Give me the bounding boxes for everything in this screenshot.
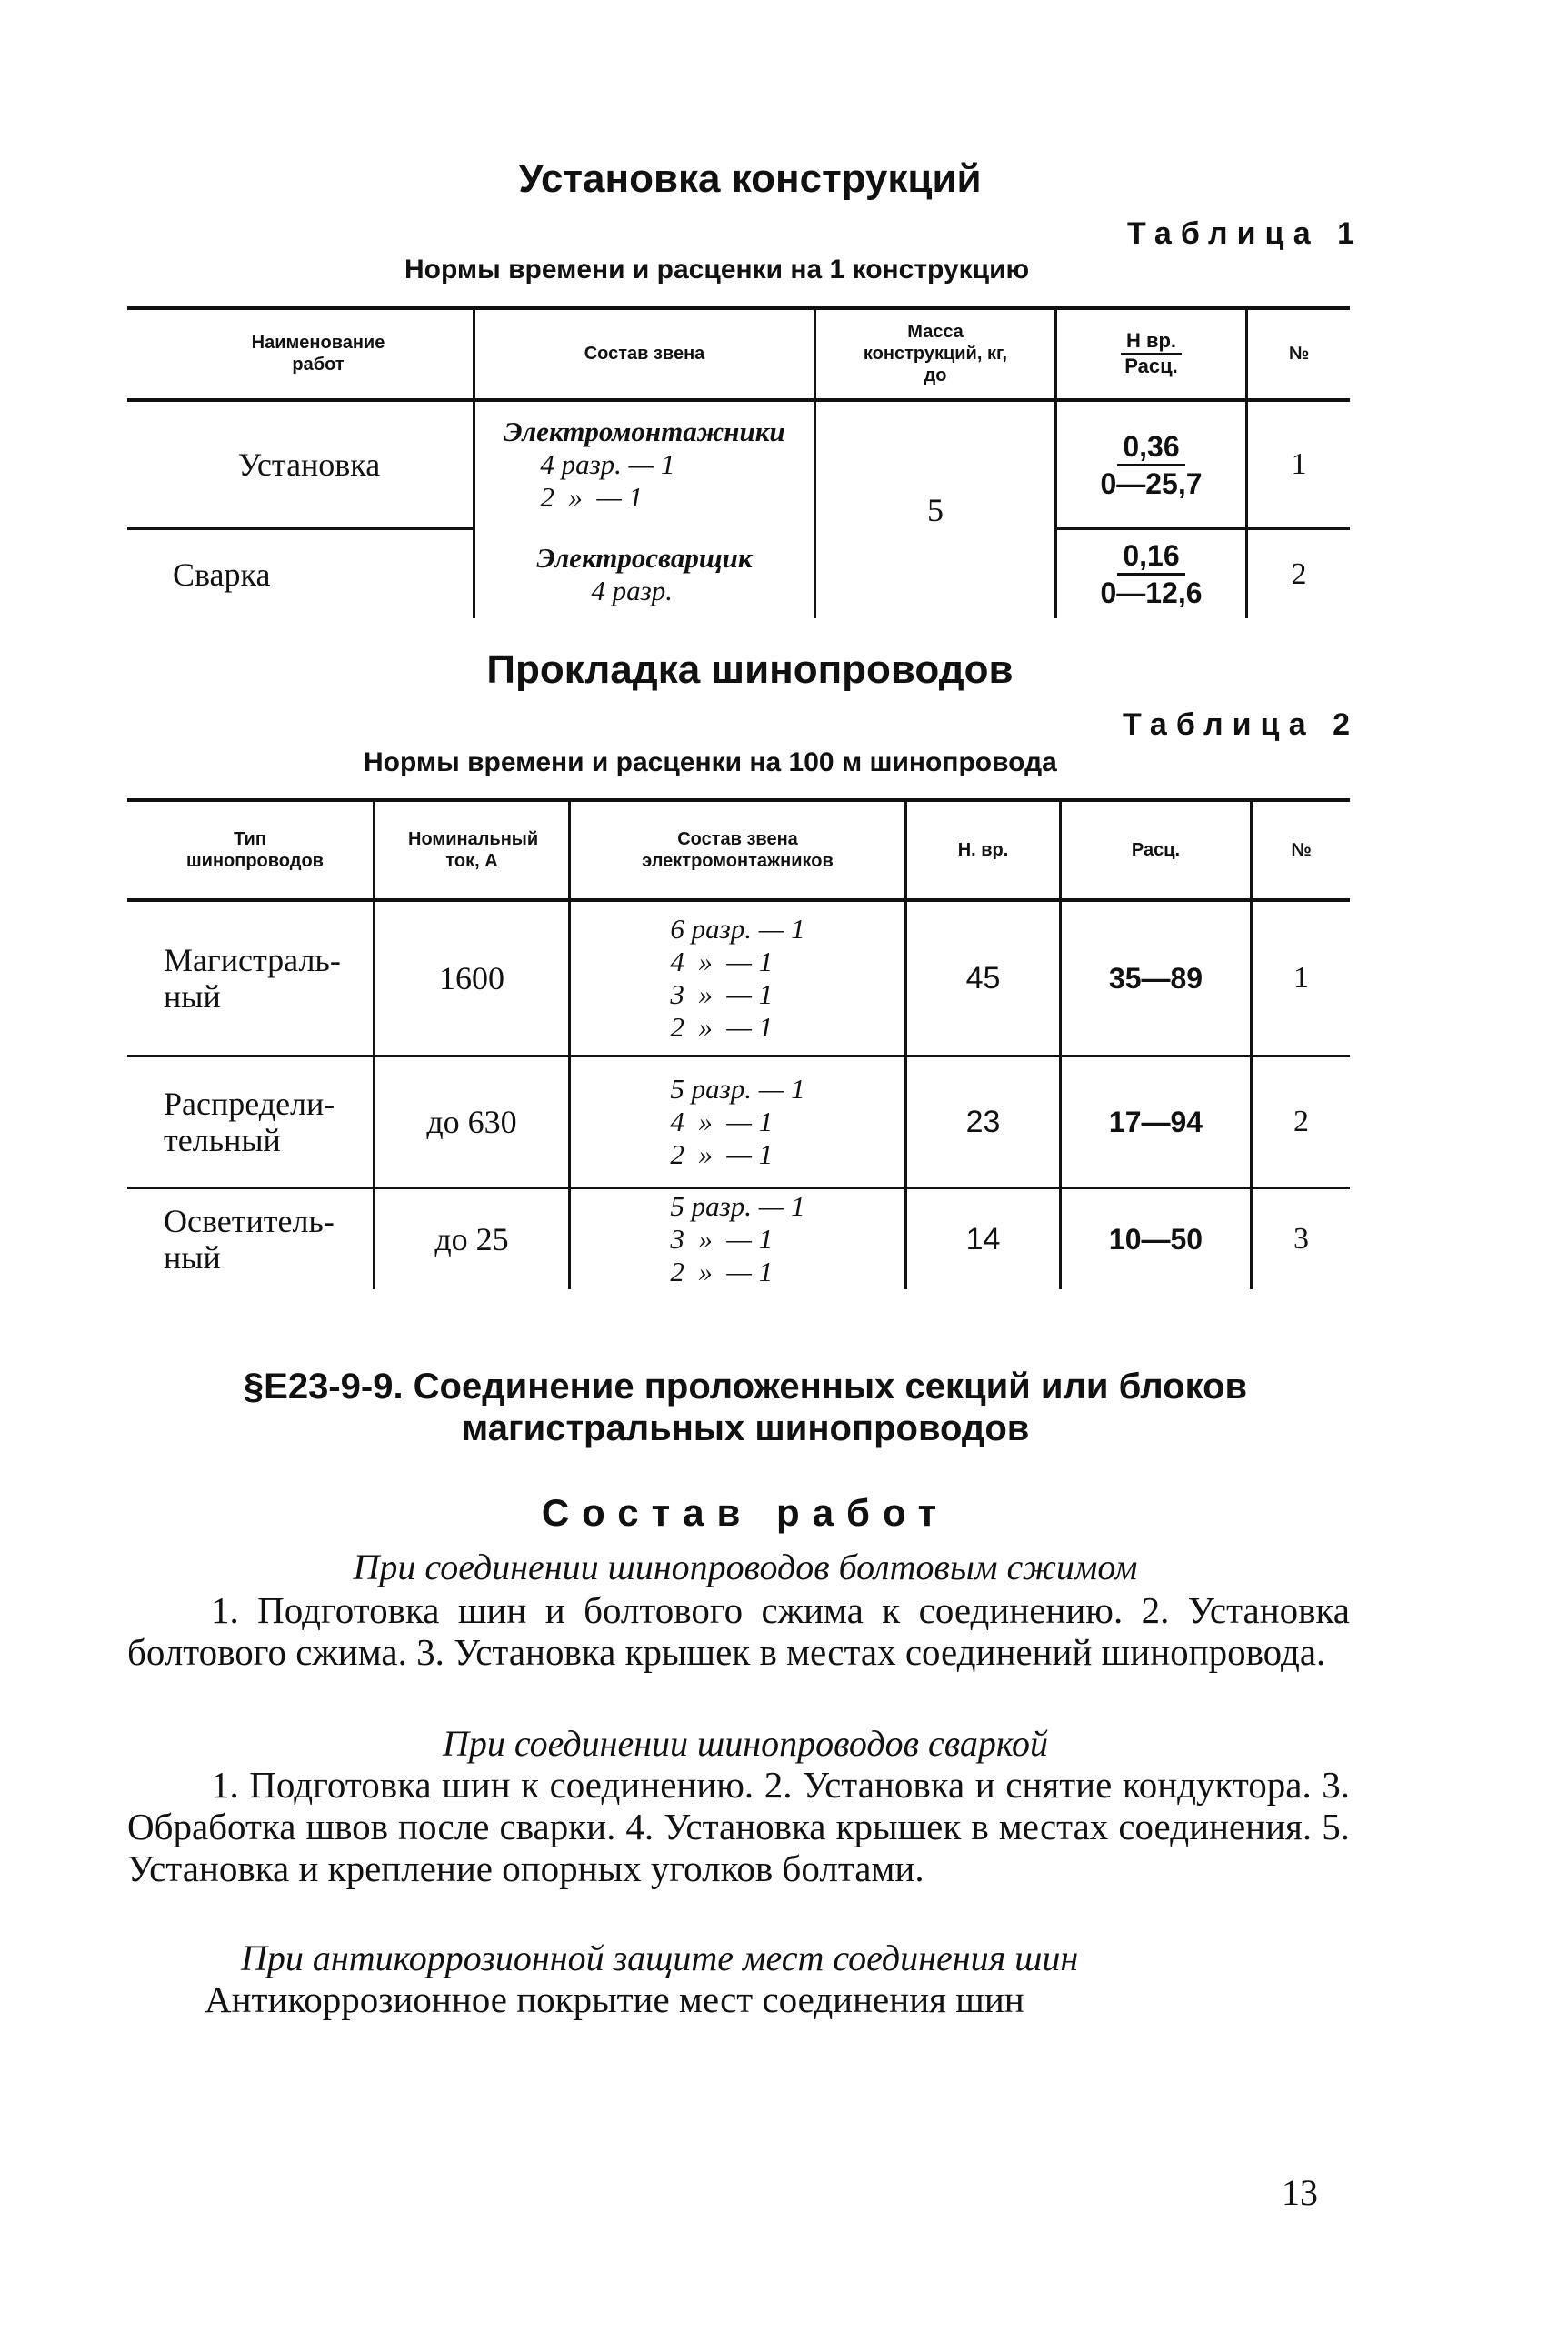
table1-row1-norm: $\frac{0,36}{0—25,7}$ — [1100, 429, 1203, 500]
table2-header-type: Тип шинопроводов — [186, 829, 324, 871]
table2-row3-current: до 25 — [434, 1221, 509, 1257]
sub-bolted: При соединении шинопроводов болтовым сжимом — [353, 1547, 1138, 1587]
table1-row2-work: Сварка — [173, 556, 271, 593]
section3-heading-line2: магистральных шинопроводов — [461, 1408, 1030, 1448]
table1-mass-value: 5 — [927, 492, 944, 528]
table2-row2-crew: 5 разр. — 1 4 » — 1 2 » — 1 — [670, 1073, 805, 1170]
table1-row1-crew: Электромонтажники 4 разр. — 1 2 » — 1 — [504, 416, 785, 513]
table2-header-rate: Расц. — [1131, 840, 1181, 860]
table2-label: Таблица 2 — [1123, 707, 1360, 742]
works-title: Состав работ — [541, 1491, 950, 1534]
table1-row2-norm: $\frac{0,16}{0—12,6}$ — [1100, 539, 1203, 609]
table2-row1-rate: 35—89 — [1108, 961, 1203, 995]
table1-row1-no: 1 — [1291, 447, 1307, 481]
sub-anticorrosion: При антикоррозионной защите мест соединения шин — [241, 1937, 1079, 1978]
table2-row1-type: Магистраль-ный — [164, 942, 341, 1015]
table2-row2-current: до 630 — [426, 1104, 517, 1140]
table2-row3-rate: 10—50 — [1108, 1222, 1203, 1256]
table1-row2-crew: Электросварщик 4 разр. — [536, 541, 753, 606]
table1-header-no: № — [1288, 344, 1310, 364]
sub-welding: При соединении шинопроводов сваркой — [442, 1723, 1049, 1764]
table2-row2-no: 2 — [1293, 1105, 1309, 1138]
table2-row1-current: 1600 — [439, 960, 504, 996]
section1-title: Установка конструкций — [518, 156, 982, 201]
table2-row3-crew: 5 разр. — 1 3 » — 1 2 » — 1 — [670, 1190, 805, 1287]
table2-header-norm: Н. вр. — [957, 840, 1009, 860]
table2-row2-norm: 23 — [965, 1104, 1001, 1139]
table1-row1-work: Установка — [237, 446, 381, 483]
text-bolted: 1. Подготовка шин и болтового сжима к соединению. 2. Установка болтового сжима. 3. Установка крышек в местах соединений шинопровода. — [127, 1589, 1350, 1673]
table2-row1-norm: 45 — [965, 960, 1001, 996]
table1-header-norm: $\frac{\text{Н вр.}}{\text{Расц.}}$ — [1057, 309, 1245, 398]
table2-row1-crew: 6 разр. — 1 4 » — 1 3 » — 1 2 » — 1 — [670, 913, 805, 1043]
table2-row3-type: Осветитель-ный — [164, 1203, 335, 1276]
text-welding: 1. Подготовка шин к соединению. 2. Установка и снятие кондуктора. 3. Обработка швов после сварки. 4. Установка крышек в местах соединения. 5. Установка и крепление опорных уголков болтами. — [127, 1764, 1350, 1889]
table1-header-work: Наименование работ — [251, 333, 385, 375]
section3-heading-line1: §Е23-9-9. Соединение проложенных секций или блоков — [243, 1367, 1248, 1407]
section2-title: Прокладка шинопроводов — [486, 647, 1014, 692]
table1-row2-no: 2 — [1291, 556, 1307, 591]
table2-header-crew: Состав звена электромонтажников — [642, 829, 834, 871]
table2-row3-no: 3 — [1293, 1222, 1309, 1256]
table1-subtitle: Нормы времени и расценки на 1 конструкцию — [404, 255, 1030, 285]
table2-subtitle: Нормы времени и расценки на 100 м шинопровода — [364, 747, 1057, 777]
page-number: 13 — [1282, 2172, 1318, 2213]
section3-heading — [136, 1366, 1354, 1449]
table2-header-no: № — [1291, 840, 1312, 860]
table2-row3-norm: 14 — [965, 1221, 1001, 1257]
table1-label: Таблица 1 — [1127, 216, 1364, 251]
table1-header-mass: Массa конструкций, кг, до — [863, 322, 1008, 385]
table2-row1-no: 1 — [1293, 961, 1309, 995]
table1-header-crew: Состав звена — [584, 344, 705, 364]
table2-row2-rate: 17—94 — [1108, 1105, 1203, 1138]
table2-row2-type: Распредели-тельный — [164, 1086, 335, 1158]
text-anticorrosion: Антикоррозионное покрытие мест соединения шин — [205, 1978, 1024, 2020]
table2-header-current: Номинальный ток, А — [408, 829, 539, 871]
